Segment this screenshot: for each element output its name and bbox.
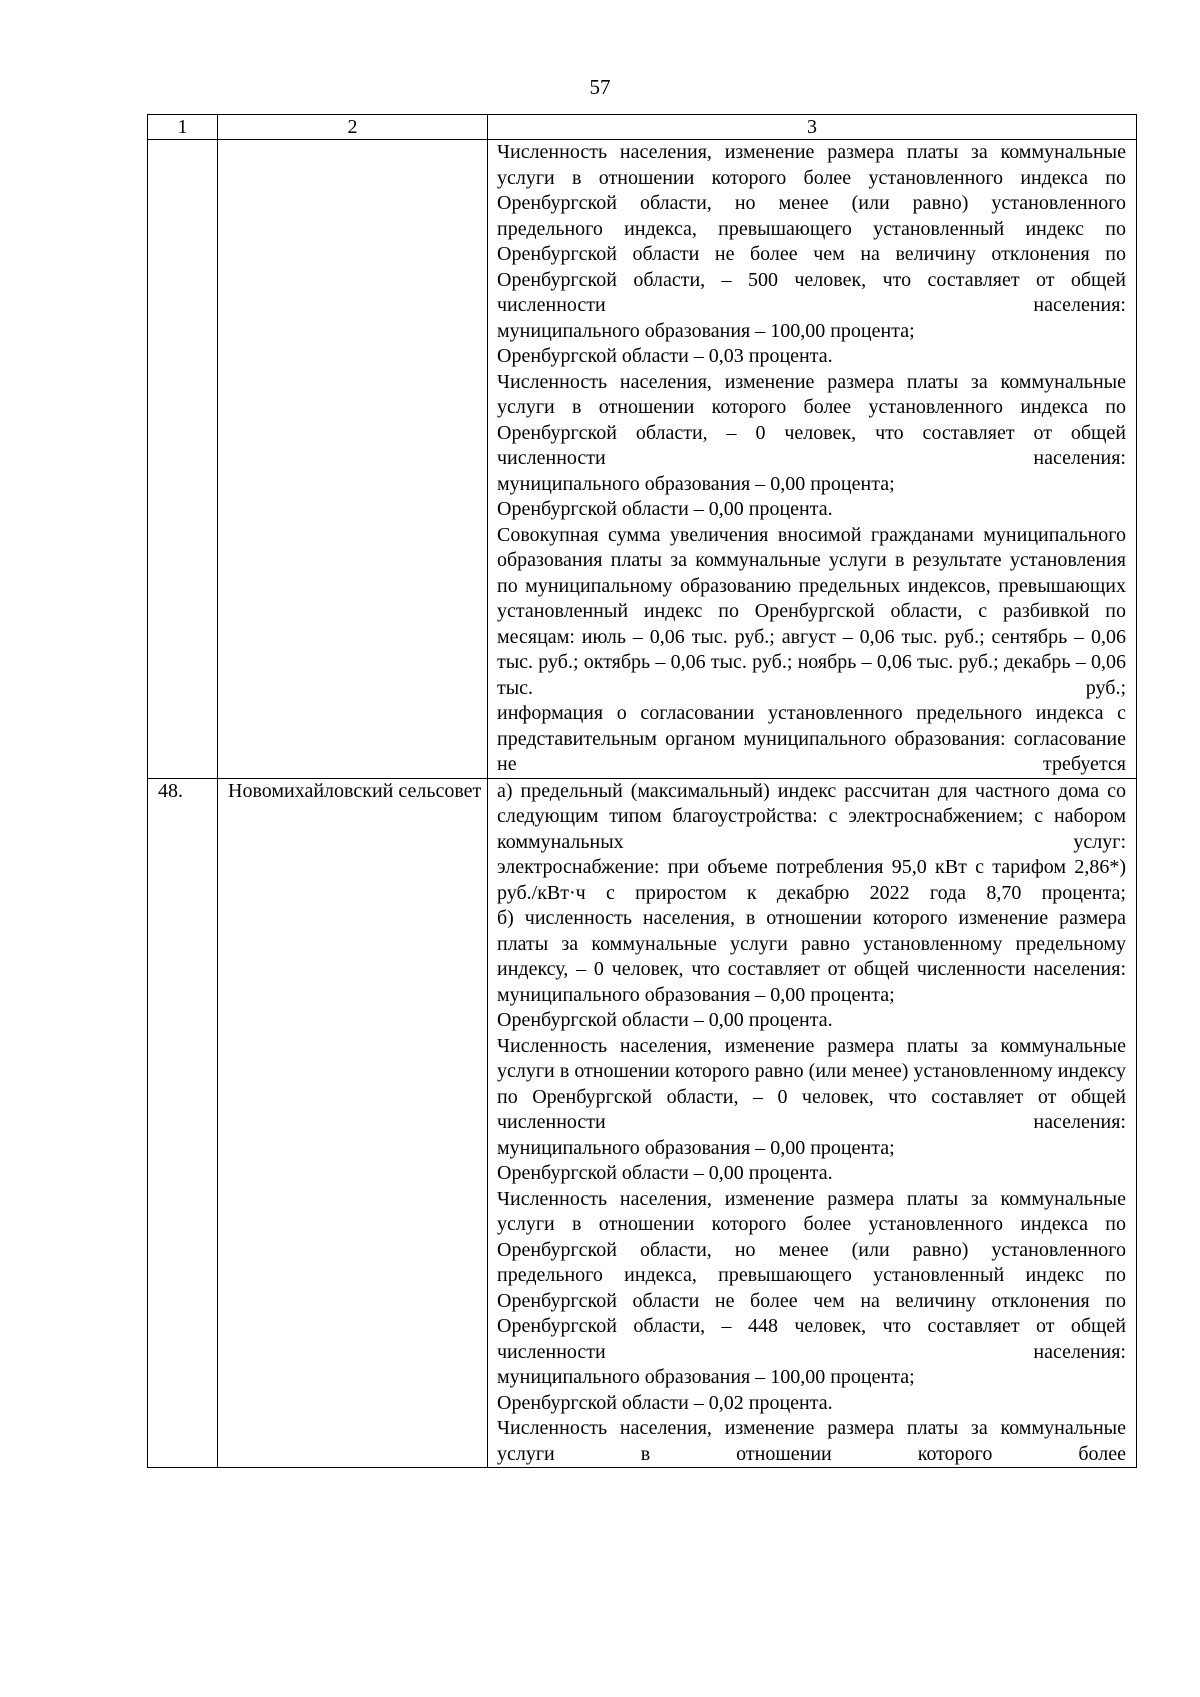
paragraph: Оренбургской области – 0,00 процента. [497,1162,833,1184]
paragraph: информация о согласовании установленного предельного индекса с представительным органом муниципального образования: согласование не требуется [497,702,1126,775]
paragraph: Численность населения, изменение размера платы за коммунальные услуги в отношении которого более установленного индекса по Оренбургской области, но менее (или равно) установленного предельного индекса, превышающего установленный индекс по Оренбургской области не более чем на величину отклонения по Оренбургской области, – 500 человек, что составляет от общей численности населения: [497,141,1126,316]
paragraph: Оренбургской области – 0,00 процента. [497,1009,833,1031]
paragraph: Численность населения, изменение размера платы за коммунальные услуги в отношении которого более [497,1417,1126,1465]
column-header: 1 [148,115,218,140]
paragraph: муниципального образования – 0,00 процента; [497,983,895,1006]
table-header-row [148,115,1137,140]
paragraph: Оренбургской области – 0,03 процента. [497,345,833,367]
paragraph: Совокупная сумма увеличения вносимой гражданами муниципального образования платы за коммунальные услуги в результате установления по муниципальному образованию предельных индексов, превышающих установленный индекс по Оренбургской области, с разбивкой по месяцам: июль – 0,06 тыс. руб.; август – 0,06 тыс. руб.; сентябрь – 0,06 тыс. руб.; октябрь – 0,06 тыс. руб.; ноябрь – 0,06 тыс. руб.; декабрь – 0,06 тыс. руб.; [497,523,1126,699]
table-row [148,140,1137,779]
row-text-cell [488,140,1137,779]
paragraph: а) предельный (максимальный) индекс рассчитан для частного дома со следующим типом благоустройства: с электроснабжением; с набором коммунальных услуг: [497,779,1126,853]
row-number [148,140,218,779]
paragraph: муниципального образования – 100,00 процента; [497,319,915,342]
row-text-cell [488,778,1137,1468]
paragraph: Оренбургской области – 0,02 процента. [497,1391,833,1414]
municipality-name [218,140,488,779]
table-row [148,778,1137,1468]
paragraph: электроснабжение: при объеме потребления 95,0 кВт с тарифом 2,86*) руб./кВт·ч с приростом к декабрю 2022 года 8,70 процента; [497,856,1126,904]
paragraph: муниципального образования – 100,00 процента; [497,1366,915,1388]
page-number: 57 [589,75,611,99]
municipality-name: Новомихайловский сельсовет [218,778,488,1468]
paragraph: б) численность населения, в отношении которого изменение размера платы за коммунальные услуги равно установленному предельному индексу, – 0 человек, что составляет от общей численности населения: [497,907,1126,980]
paragraph: Численность населения, изменение размера платы за коммунальные услуги в отношении которого равно (или менее) установленному индексу по Оренбургской области, – 0 человек, что составляет от общей численности населения: [497,1034,1126,1133]
paragraph: муниципального образования – 0,00 процента; [497,1136,895,1159]
column-header: 3 [488,115,1137,140]
paragraph: Оренбургской области – 0,00 процента. [497,498,833,520]
column-header: 2 [218,115,488,140]
paragraph: Численность населения, изменение размера платы за коммунальные услуги в отношении которого более установленного индекса по Оренбургской области, но менее (или равно) установленного предельного индекса, превышающего установленный индекс по Оренбургской области не более чем на величину отклонения по Оренбургской области, – 448 человек, что составляет от общей численности населения: [497,1187,1126,1363]
paragraph: Численность населения, изменение размера платы за коммунальные услуги в отношении которого более установленного индекса по Оренбургской области, – 0 человек, что составляет от общей численности населения: [497,370,1126,469]
row-number: 48. [148,778,218,1468]
document-table [147,114,1137,1468]
paragraph: муниципального образования – 0,00 процента; [497,472,895,495]
